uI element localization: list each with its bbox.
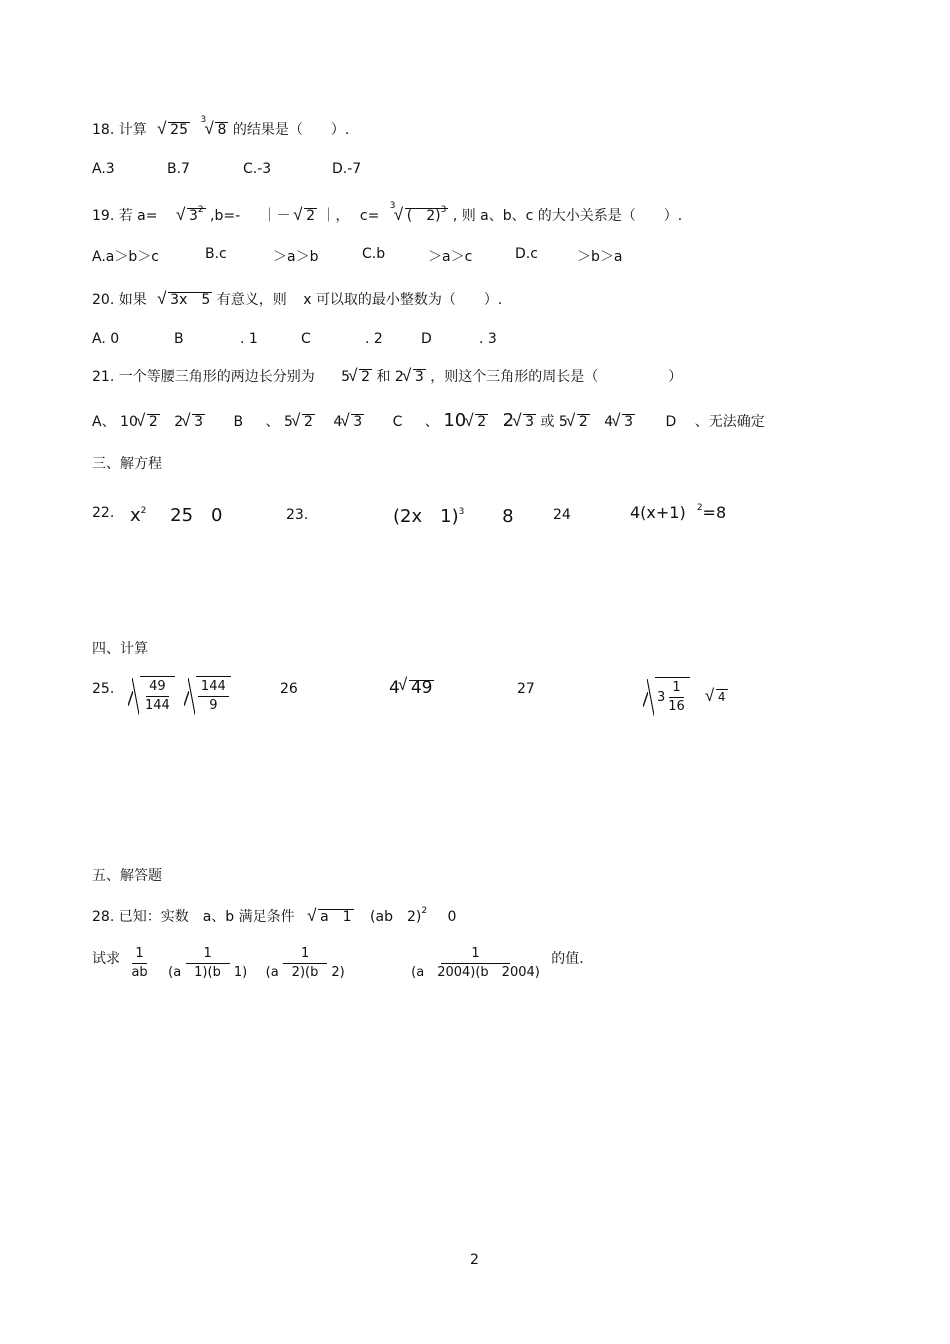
q21-text: 21. 一个等腰三角形的两边长分别为 [92, 369, 315, 385]
q28b-lead: 试求 [92, 950, 120, 967]
q20-var: x [303, 292, 312, 308]
q23-equation: (2x 1)$^3$ 8 [393, 506, 514, 527]
q21-option-b-label: B [233, 414, 244, 430]
page-number: 2 [470, 1252, 479, 1268]
sqrt-3: √ 3 [342, 414, 364, 430]
q21-suffix: ，则这个三角形的周长是（ ） [430, 369, 683, 385]
q21-coef-1: 5 [341, 369, 351, 385]
section-solve-equations: 三、解方程 [92, 456, 162, 472]
q19-option-b-rest: ＞a＞b [273, 249, 319, 265]
q21-b-term2: 4 [333, 414, 343, 430]
q27-expression [643, 677, 728, 716]
q19-line [92, 201, 683, 226]
q21-option-d-label: D [665, 414, 677, 430]
q19-option-a: A.a＞b＞c [92, 249, 159, 265]
q20-prefix: 20. 如果 [92, 292, 147, 308]
q18-option-a: A.3 [92, 161, 115, 177]
sqrt-2: √ 2 [293, 414, 315, 430]
q19-option-b: B.c [205, 246, 227, 262]
sqrt-2: √ 2 [466, 414, 488, 430]
q28b-suffix: 的值. [551, 950, 584, 967]
sqrt-3: √ 3 [613, 414, 635, 430]
q25-number: 25. [92, 681, 115, 697]
sqrt-3: √ 3 [404, 369, 426, 385]
q18-option-c: C.-3 [243, 161, 272, 177]
sqrt-2: √ 2 [568, 414, 590, 430]
sqrt-4: √ 4 [707, 689, 728, 705]
q26-number: 26 [280, 681, 298, 697]
q21-c-term3: 5 [558, 414, 568, 430]
q21-option-d-text: 、无法确定 [694, 414, 765, 430]
q19-option-c: C.b [362, 246, 386, 262]
q18-option-d: D.-7 [332, 161, 362, 177]
q22-equation: $x^2$ 25 0 [130, 505, 223, 526]
q21-line [92, 366, 682, 386]
q28-line [92, 906, 456, 926]
frac-1-ab: $\frac{1}{ab}$ [131, 946, 148, 980]
q20-option-c: C [301, 331, 311, 347]
sqrt-3: √ 3 [183, 414, 205, 430]
q19-c-label: c= [359, 208, 380, 224]
frac-term-2: $\frac{1}{(a 1)(b 1)}$ [168, 946, 248, 980]
sqrt-25: √ 25 [159, 122, 190, 138]
q21-c-or: 或 [540, 414, 555, 430]
q28-exp: 2 [421, 906, 428, 916]
q19-option-d: D.c [515, 246, 538, 262]
q21-option-c-label: C [392, 414, 403, 430]
sqrt-144-over-9: $\frac{144}{9}$ [184, 676, 231, 715]
q20-mid: 有意义，则 [216, 292, 287, 308]
q18-suffix: 的结果是（ ）. [232, 122, 350, 138]
sqrt-3: √ 3 [514, 414, 536, 430]
sqrt-a-1: √ a 1 [309, 909, 354, 925]
cbrt-neg2-cubed: √ 3 ( 2)$^3$ [396, 208, 449, 226]
q26-expression: 4√ 49 [389, 678, 434, 698]
q19-option-d-rest: ＞b＞a [577, 249, 623, 265]
sqrt-3-squared: √ $3^2$ [178, 208, 206, 226]
frac-term-3: $\frac{1}{(a 2)(b 2)}$ [265, 946, 345, 980]
q19-suffix: , 则 a、b、c 的大小关系是（ ）. [452, 208, 683, 224]
q23-number: 23. [286, 507, 309, 523]
q19-abs-close: ｜， [321, 208, 350, 224]
q20-option-d-val: . 3 [479, 331, 497, 347]
q21-and: 和 [376, 369, 391, 385]
q21-a-term2: 2 [174, 414, 184, 430]
sqrt-3x-5: √ 3x 5 [159, 292, 212, 308]
q20-option-a: A. 0 [92, 331, 120, 347]
q24-equation: 4(x+1) $^2$=8 [630, 503, 727, 522]
q21-c-term4: 4 [604, 414, 614, 430]
sqrt-2: √ 2 [295, 208, 317, 224]
sqrt-49-over-144: $\frac{49}{144}$ [128, 676, 175, 715]
sqrt-2: √ 2 [350, 369, 372, 385]
q19-b-label: ,b=- [210, 208, 241, 224]
q21-coef-2: 2 [394, 369, 404, 385]
frac-term-2004: $\frac{1}{(a 2004)(b 2004)}$ [411, 946, 540, 980]
q22-number: 22. [92, 505, 115, 521]
q18-prefix: 18. 计算 [92, 122, 147, 138]
q27-number: 27 [517, 681, 535, 697]
q19-abs-open: ｜－ [262, 208, 291, 224]
q21-options [92, 410, 765, 431]
q28-prefix: 28. 已知：实数 a、b 满足条件 [92, 909, 295, 925]
q19-option-c-rest: ＞a＞c [428, 249, 473, 265]
q20-option-c-val: . 2 [365, 331, 383, 347]
q20-option-b-val: . 1 [240, 331, 258, 347]
q20-option-b: B [174, 331, 184, 347]
q21-c-sep: 、 [424, 414, 439, 430]
q28-term: (ab 2) [370, 909, 422, 925]
q21-c-term1: 10 [443, 410, 467, 431]
q20-line [92, 289, 502, 309]
sqrt-49: √ 49 [400, 678, 435, 698]
q21-c-term2: 2 [502, 410, 515, 431]
section-answer-questions: 五、解答题 [92, 868, 162, 884]
sqrt-mixed-3-1-16: 3 $\frac{1}{16}$ [643, 677, 690, 716]
q21-b-sep: 、 [265, 414, 280, 430]
q28-rhs: 0 [447, 909, 457, 925]
q20-option-d: D [421, 331, 432, 347]
q24-number: 24 [553, 507, 571, 523]
q19-prefix: 19. 若 a= [92, 208, 158, 224]
q21-option-a-label: A、 [92, 414, 116, 430]
q18-option-b: B.7 [167, 161, 190, 177]
q21-b-term1: 5 [284, 414, 293, 430]
q21-a-term1: 10 [120, 414, 138, 430]
q28b-line [92, 945, 584, 982]
sqrt-2: √ 2 [138, 414, 160, 430]
q18-line [92, 115, 350, 139]
cbrt-8: √ 3 8 [206, 122, 228, 138]
q25-expression [128, 676, 231, 715]
section-calculate: 四、计算 [92, 641, 148, 657]
q20-suffix: 可以取的最小整数为（ ）. [315, 292, 503, 308]
